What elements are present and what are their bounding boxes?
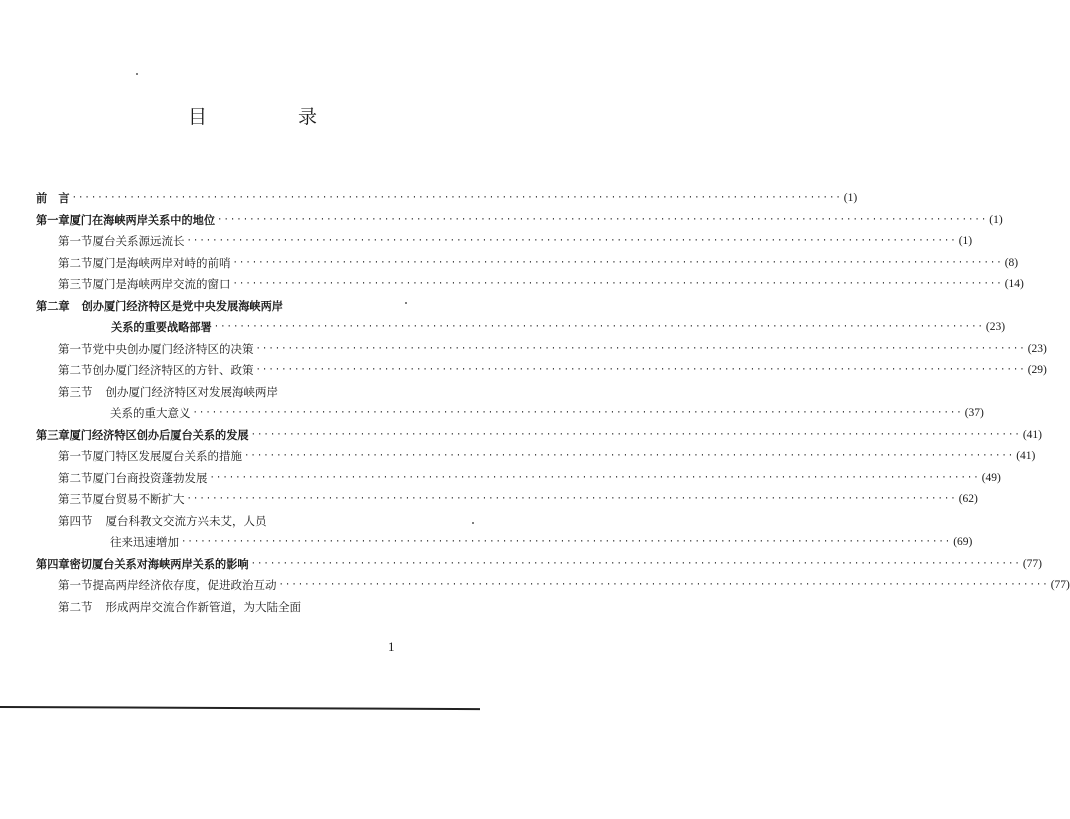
toc-section-entry bbox=[58, 382, 412, 402]
toc-entry-label: 第一章 bbox=[36, 213, 70, 227]
toc-section-entry bbox=[58, 597, 412, 617]
toc-entry-label: 第二节 bbox=[58, 470, 93, 485]
scan-edge-line bbox=[0, 706, 480, 710]
toc-entry-title: 厦门经济特区创办后厦台关系的发展 bbox=[69, 428, 249, 442]
toc-section-entry bbox=[110, 403, 984, 423]
toc-section-entry bbox=[110, 532, 973, 552]
toc-entry-label: 第一节 bbox=[58, 234, 93, 248]
toc-leader-dots: ························································································································ bbox=[250, 558, 1021, 569]
toc-entry-label: 第四节 bbox=[58, 513, 93, 528]
toc-entry-label: 第三节 bbox=[58, 277, 93, 291]
toc-entry-title: 关系的重要战略部署 bbox=[111, 321, 212, 334]
page-title: 目 录 bbox=[188, 106, 354, 128]
toc-leader-dots: ························································································································ bbox=[250, 429, 1021, 440]
toc-entry-title: 提高两岸经济依存度，促进政治互动 bbox=[92, 578, 277, 592]
toc-entry-title: 厦台关系源远流长 bbox=[92, 234, 185, 248]
toc-leader-dots: ························································································································ bbox=[255, 365, 1026, 375]
toc-section-entry bbox=[58, 511, 412, 531]
toc-page-number: (1) bbox=[989, 213, 1003, 226]
toc-entry-label: 第二节 bbox=[58, 363, 93, 377]
toc-entry-label: 第二章 bbox=[36, 299, 70, 313]
toc-page-number: (41) bbox=[1022, 428, 1042, 441]
toc-page-number: (62) bbox=[958, 493, 978, 505]
toc-leader-dots: ························································································································ bbox=[278, 580, 1049, 590]
toc-entry-label: 第四章 bbox=[36, 557, 70, 571]
toc-entry-title: 创办厦门经济特区是党中央发展海峡两岸 bbox=[81, 299, 283, 313]
toc-chapter-entry bbox=[36, 188, 858, 208]
toc-page-number: (8) bbox=[1004, 256, 1019, 269]
toc-page-number: (1) bbox=[958, 235, 973, 247]
toc-entry-title: 密切厦台关系对海峡两岸关系的影响 bbox=[69, 557, 249, 571]
toc-section-entry bbox=[58, 468, 1001, 488]
toc-section-entry bbox=[58, 575, 1070, 595]
toc-entry-title: 厦台贸易不断扩大 bbox=[92, 492, 185, 506]
toc-entry-label: 第三章 bbox=[36, 428, 70, 442]
toc-chapter-entry bbox=[36, 296, 412, 316]
toc-entry-label: 第一节 bbox=[58, 341, 93, 356]
toc-entry-label: 前 言 bbox=[36, 192, 70, 205]
toc-entry-label: 第三节 bbox=[58, 384, 93, 399]
toc-page-number: (69) bbox=[953, 536, 973, 548]
page-number: 1 bbox=[388, 639, 395, 654]
toc-page-number: (1) bbox=[843, 192, 858, 204]
toc-entry-label: 第一节 bbox=[58, 449, 93, 463]
toc-leader-dots: ························································································································ bbox=[209, 472, 980, 483]
toc-leader-dots: ························································································································ bbox=[181, 537, 952, 547]
toc-page-number: (23) bbox=[985, 321, 1006, 333]
toc-page-number: (29) bbox=[1027, 364, 1047, 376]
toc-page-number: (49) bbox=[981, 471, 1001, 484]
toc-chapter-entry bbox=[36, 425, 1042, 445]
scan-speck bbox=[472, 522, 474, 524]
toc-section-entry bbox=[58, 446, 1036, 466]
toc-entry-title: 厦门在海峡两岸关系中的地位 bbox=[69, 213, 216, 227]
toc-section-entry bbox=[58, 231, 973, 251]
toc-chapter-entry bbox=[111, 317, 1006, 337]
toc-page-number: (77) bbox=[1050, 579, 1070, 591]
toc-page-number: (23) bbox=[1027, 342, 1047, 355]
toc-entry-title: 往来迅速增加 bbox=[110, 535, 179, 549]
toc-entry-label: 第二节 bbox=[58, 599, 93, 614]
toc-entry-title: 厦门是海峡两岸交流的窗口 bbox=[92, 277, 231, 291]
toc-entry-label: 第二节 bbox=[58, 255, 93, 270]
toc-entry-title: 厦门台商投资蓬勃发展 bbox=[92, 470, 208, 485]
toc-entry-label: 第三节 bbox=[58, 492, 93, 506]
toc-leader-dots: ························································································································ bbox=[232, 279, 1003, 289]
toc-section-entry bbox=[58, 339, 1047, 359]
toc-entry-title: 厦门特区发展厦台关系的措施 bbox=[92, 449, 242, 463]
toc-leader-dots: ························································································································ bbox=[192, 408, 963, 418]
toc-page-number: (14) bbox=[1004, 278, 1024, 290]
toc-entry-title: 创办厦门经济特区对发展海峡两岸 bbox=[105, 384, 278, 399]
toc-entry-title: 形成两岸交流合作新管道，为大陆全面 bbox=[105, 599, 301, 614]
toc-leader-dots: ························································································································ bbox=[71, 193, 842, 203]
toc-entry-title: 厦台科教文交流方兴未艾，人员 bbox=[105, 513, 267, 528]
toc-leader-dots: ························································································································ bbox=[244, 451, 1015, 461]
toc-chapter-entry bbox=[36, 554, 1042, 574]
toc-leader-dots: ························································································································ bbox=[232, 257, 1003, 268]
toc-chapter-entry bbox=[36, 210, 1003, 230]
toc-leader-dots: ························································································································ bbox=[255, 343, 1026, 354]
toc-page-number: (37) bbox=[964, 407, 984, 419]
toc-leader-dots: ························································································································ bbox=[186, 236, 957, 246]
toc-page-number: (41) bbox=[1016, 450, 1036, 462]
toc-section-entry bbox=[58, 489, 978, 509]
toc-entry-title: 厦门是海峡两岸对峙的前哨 bbox=[92, 255, 231, 270]
toc-section-entry bbox=[58, 253, 1019, 273]
toc-entry-title: 党中央创办厦门经济特区的决策 bbox=[92, 341, 254, 356]
scan-speck bbox=[405, 302, 407, 304]
toc-leader-dots: ························································································································ bbox=[186, 494, 957, 504]
scan-speck bbox=[136, 73, 138, 75]
toc-entry-title: 创办厦门经济特区的方针、政策 bbox=[92, 363, 254, 377]
toc-page-number: (77) bbox=[1022, 557, 1042, 570]
toc-section-entry bbox=[58, 360, 1047, 380]
toc-leader-dots: ························································································································ bbox=[213, 322, 984, 332]
toc-entry-label: 第一节 bbox=[58, 578, 93, 592]
toc-entry-title: 关系的重大意义 bbox=[110, 406, 191, 420]
toc-section-entry bbox=[58, 274, 1024, 294]
toc-leader-dots: ························································································································ bbox=[217, 214, 988, 225]
